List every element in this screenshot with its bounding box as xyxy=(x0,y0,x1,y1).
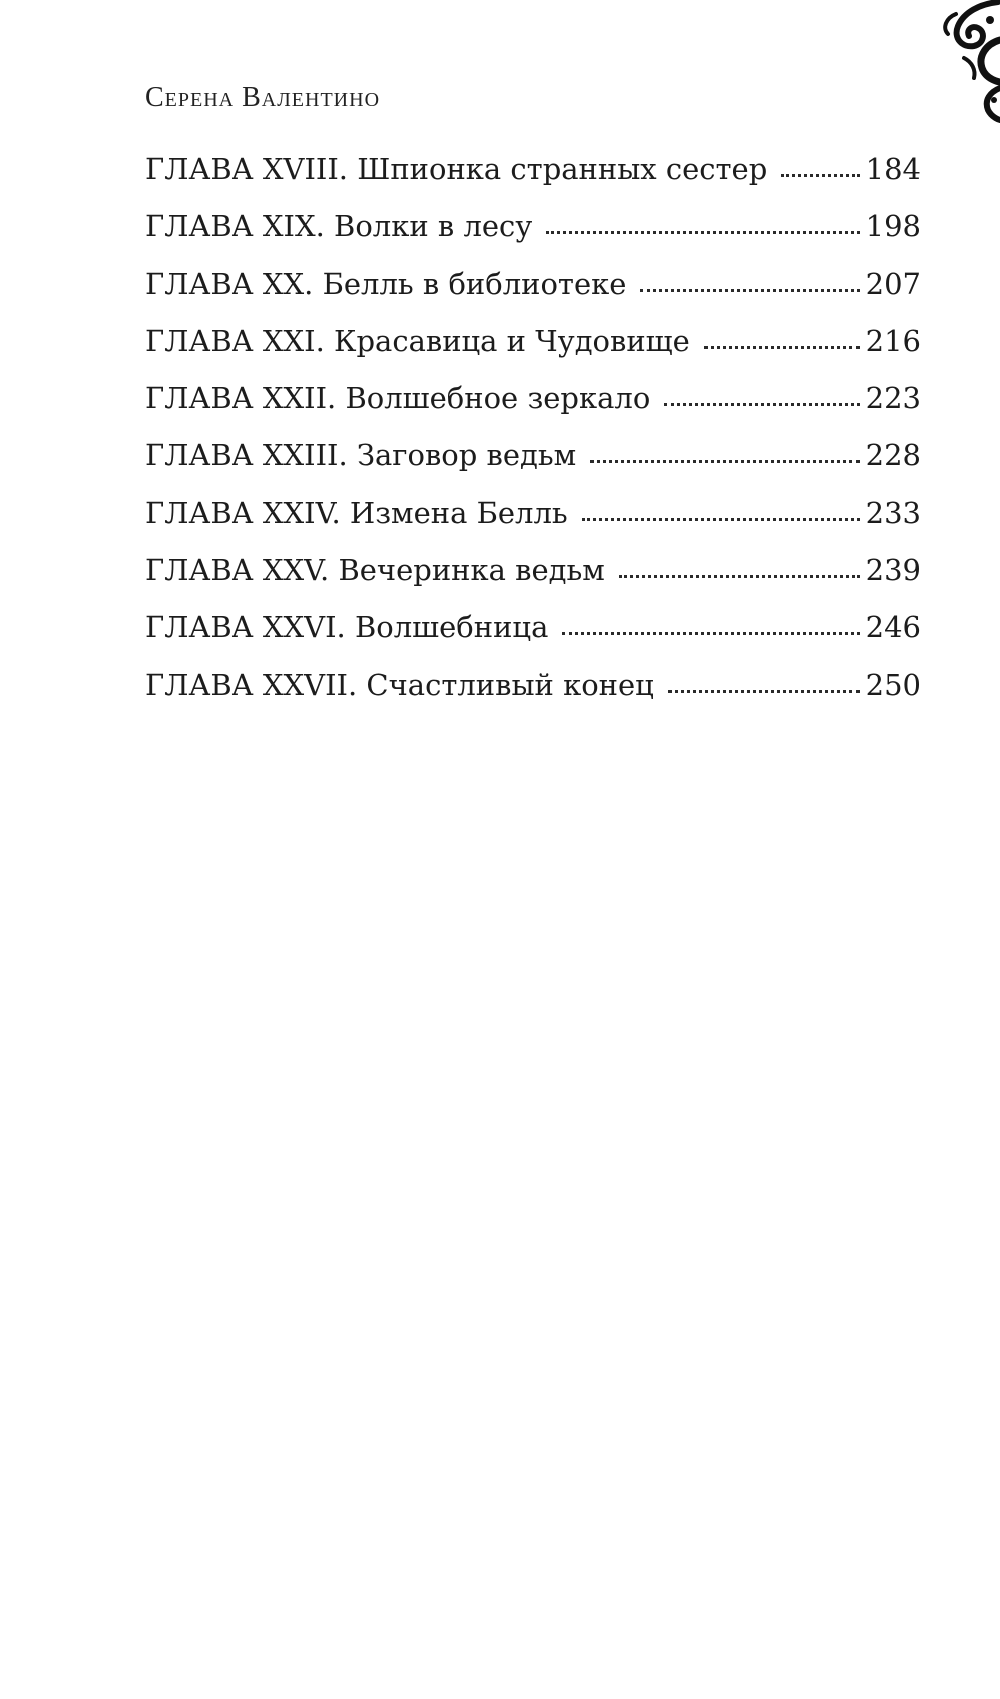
toc-entry-page: 250 xyxy=(865,667,921,702)
toc-entry-title: ГЛАВА XXVI. Волшебница xyxy=(145,610,549,645)
toc-entry-title: ГЛАВА XXIII. Заговор ведьм xyxy=(145,438,577,473)
toc-dot-leader xyxy=(562,632,859,635)
toc-entry xyxy=(145,209,921,269)
running-head: Серена Валентино xyxy=(145,82,381,113)
toc-entry-title: ГЛАВА XVIII. Шпионка странных сестер xyxy=(145,152,768,186)
toc-entry-page: 207 xyxy=(865,266,921,301)
toc-dot-leader xyxy=(640,289,859,292)
toc-dot-leader xyxy=(704,346,860,349)
toc-entry-title: ГЛАВА XXV. Вечеринка ведьм xyxy=(145,553,605,588)
toc-entry-page: 198 xyxy=(865,209,921,244)
toc-entry-title: ГЛАВА XX. Белль в библиотеке xyxy=(145,266,627,301)
toc-dot-leader xyxy=(619,575,860,578)
toc-entry-page: 223 xyxy=(865,381,921,416)
toc-entry-title: ГЛАВА XIX. Волки в лесу xyxy=(145,209,533,244)
toc-entry-page: 246 xyxy=(865,610,921,645)
toc-entry-title: ГЛАВА XXI. Красавица и Чудовище xyxy=(145,323,690,358)
toc-dot-leader xyxy=(590,460,859,463)
toc-entry xyxy=(145,495,921,556)
toc-entry xyxy=(145,667,921,728)
toc-entry-page: 228 xyxy=(865,438,921,473)
toc-entry-title: ГЛАВА XXIV. Измена Белль xyxy=(145,495,568,530)
toc-entry-page: 216 xyxy=(865,323,921,358)
toc-dot-leader xyxy=(781,174,859,177)
toc-entry xyxy=(145,610,921,670)
toc-dot-leader xyxy=(664,403,859,406)
toc-entry xyxy=(145,152,921,212)
toc-entry xyxy=(145,553,921,613)
toc-entry-page: 239 xyxy=(865,553,921,588)
toc-entry xyxy=(145,323,921,384)
table-of-contents xyxy=(145,152,921,728)
toc-entry-page: 233 xyxy=(865,495,921,530)
toc-dot-leader xyxy=(546,231,859,234)
toc-entry-page: 184 xyxy=(865,152,921,186)
toc-entry-title: ГЛАВА XXII. Волшебное зеркало xyxy=(145,381,651,416)
toc-entry xyxy=(145,438,921,498)
toc-entry xyxy=(145,381,921,441)
toc-entry xyxy=(145,266,921,327)
toc-entry-title: ГЛАВА XXVII. Счастливый конец xyxy=(145,667,654,702)
toc-dot-leader xyxy=(668,690,860,693)
corner-flourish-icon xyxy=(920,0,1000,130)
toc-dot-leader xyxy=(582,518,860,521)
